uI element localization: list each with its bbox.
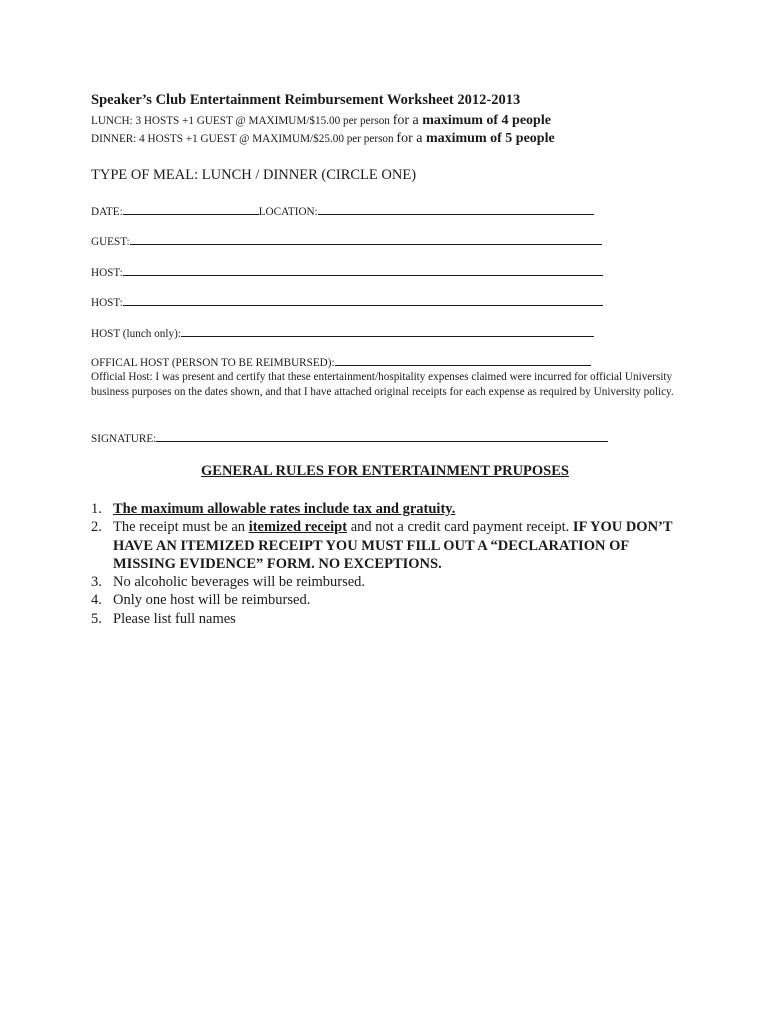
- host-lunch-field[interactable]: [181, 325, 594, 337]
- dinner-for-a: for a: [396, 131, 426, 146]
- host-row-2: [91, 293, 603, 309]
- rule-number: 4.: [91, 592, 102, 609]
- official-host-field[interactable]: [335, 354, 591, 366]
- dinner-rate-text: DINNER: 4 HOSTS +1 GUEST @ MAXIMUM/$25.00 per person: [91, 133, 397, 145]
- date-label: DATE:: [91, 206, 123, 218]
- location-label: LOCATION:: [258, 206, 318, 218]
- signature-row: [91, 429, 608, 445]
- rules-heading: GENERAL RULES FOR ENTERTAINMENT PRUPOSES: [201, 463, 569, 479]
- lunch-maximum: maximum of 4 people: [422, 113, 551, 128]
- date-location-row: [91, 202, 594, 218]
- rule-item-1: [91, 500, 691, 518]
- date-field[interactable]: [123, 203, 259, 215]
- rule-text-continued: and not a credit card payment receipt.: [347, 519, 573, 536]
- lunch-rate-line: [91, 113, 551, 129]
- rule-text: Please list full names: [113, 610, 236, 627]
- certification-statement: Official Host: I was present and certify that these entertainment/hospitality expenses claimed were incurred for official University business purposes on the dates shown, and that I have attached original receipts for each expense as required by University policy.: [91, 371, 674, 398]
- rules-list: [91, 500, 691, 628]
- meal-type-line: TYPE OF MEAL: LUNCH / DINNER (CIRCLE ONE): [91, 167, 417, 183]
- dinner-maximum: maximum of 5 people: [425, 131, 555, 146]
- location-field[interactable]: [318, 203, 594, 215]
- guest-field[interactable]: [130, 233, 602, 245]
- rule-text: No alcoholic beverages will be reimbursed.: [113, 574, 366, 591]
- page-title: Speaker’s Club Entertainment Reimbursement Worksheet 2012-2013: [91, 92, 521, 108]
- rule-item-4: [91, 591, 691, 609]
- host-field-2[interactable]: [123, 294, 603, 306]
- rule-text: The receipt must be an: [113, 519, 249, 536]
- rule-text: Only one host will be reimbursed.: [113, 592, 311, 609]
- lunch-rate-text: LUNCH: 3 HOSTS +1 GUEST @ MAXIMUM/$15.00 per person: [91, 115, 393, 127]
- host-lunch-row: [91, 324, 594, 340]
- lunch-for-a: for a: [392, 113, 423, 128]
- rule-number: 5.: [91, 610, 102, 627]
- guest-row: [91, 232, 602, 248]
- guest-label: GUEST:: [91, 236, 130, 248]
- host-label-2: HOST:: [91, 297, 123, 309]
- official-host-label: OFFICAL HOST (PERSON TO BE REIMBURSED):: [91, 357, 335, 369]
- rule-number: 1.: [91, 501, 102, 517]
- official-host-row: [91, 353, 591, 369]
- signature-label: SIGNATURE:: [91, 433, 157, 445]
- rule-text: The maximum allowable rates include tax and gratuity.: [113, 501, 456, 517]
- rule-number: 3.: [91, 574, 102, 591]
- host-label-1: HOST:: [91, 267, 123, 279]
- rule-emphasis: itemized receipt: [248, 519, 348, 536]
- host-field-1[interactable]: [123, 264, 603, 276]
- signature-field[interactable]: [156, 430, 608, 442]
- host-row-1: [91, 263, 603, 279]
- dinner-rate-line: [91, 131, 555, 147]
- rule-item-3: [91, 573, 691, 591]
- rule-warning: IF YOU DON’T HAVE AN ITEMIZED RECEIPT YOU MUST FILL OUT A “DECLARATION OF MISSING EVIDENCE” FORM. NO EXCEPTIONS.: [113, 519, 673, 572]
- rule-item-5: [91, 610, 691, 628]
- host-lunch-label: HOST (lunch only):: [91, 328, 181, 340]
- rule-item-2: [91, 518, 691, 573]
- rule-number: 2.: [91, 519, 102, 536]
